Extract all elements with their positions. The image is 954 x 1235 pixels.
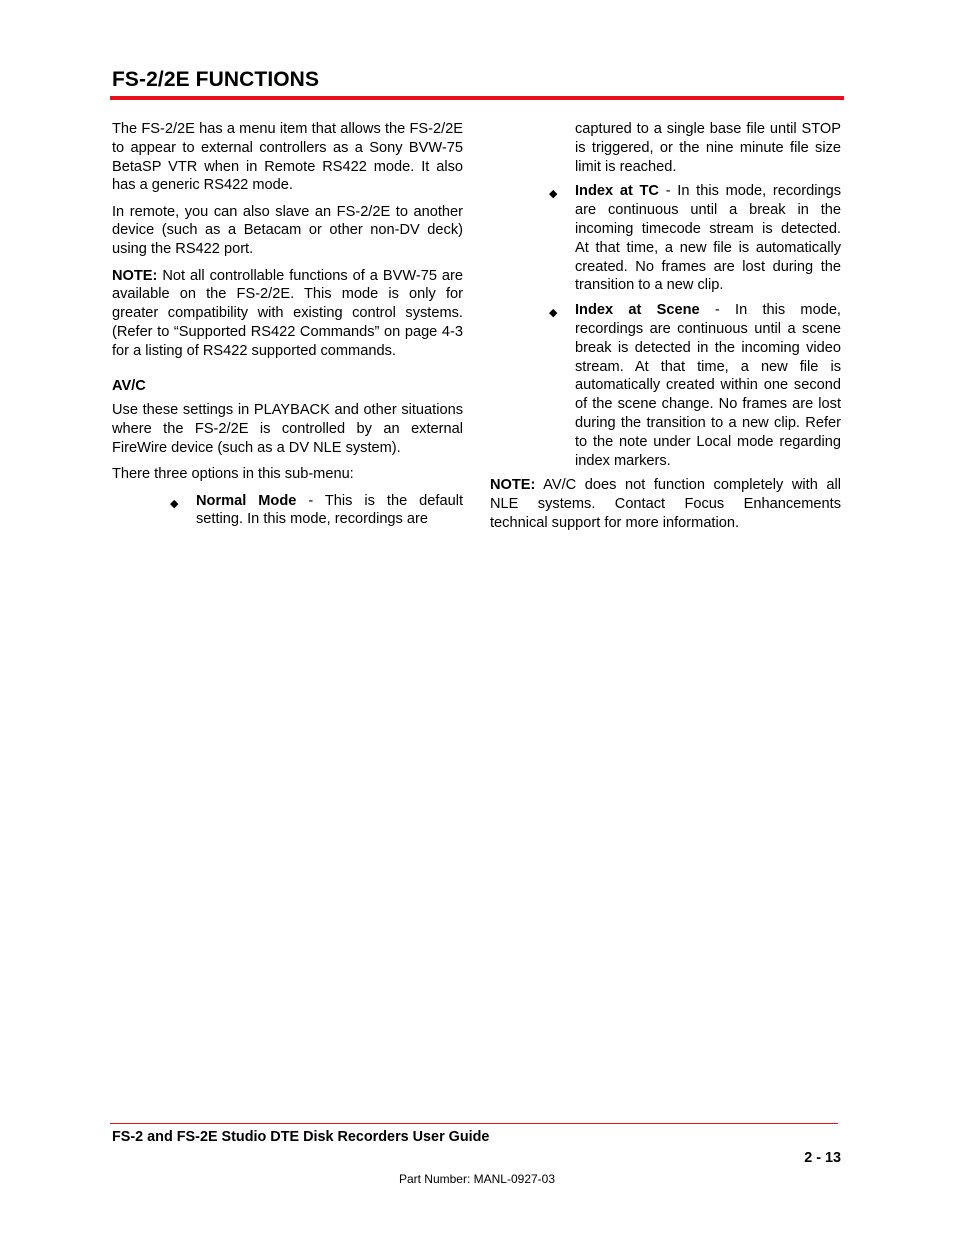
note-text: Not all controllable functions of a BVW-75 are available on the FS-2/2E. This mode is only for greater compatibility with existing control systems. (Refer to “Supported RS422 Commands” on page 4-3 for a listing of RS422 supported commands. <box>112 267 463 359</box>
bullet-term: Index at TC <box>575 183 659 200</box>
diamond-bullet-icon: ◆ <box>549 307 558 320</box>
footer-divider <box>110 1123 838 1124</box>
bullet-index-at-scene <box>549 301 841 470</box>
bullet-text: - In this mode, recordings are continuous until a break in the incoming timecode stream is detected. At that time, a new file is automatically created. No frames are lost during the transition to a new clip. <box>575 183 841 294</box>
bullet-term: Normal Mode <box>196 492 297 509</box>
bullet-normal-mode <box>170 492 463 530</box>
note-label: NOTE: <box>490 477 536 494</box>
bullet-index-at-tc <box>549 182 841 295</box>
remote-paragraph: In remote, you can also slave an FS-2/2E to another device (such as a Betacam or other non-DV deck) using the RS422 port. <box>112 203 463 258</box>
avc-paragraph: Use these settings in PLAYBACK and other situations where the FS-2/2E is controlled by an external FireWire device (such as a DV NLE system). <box>112 402 463 456</box>
intro-paragraph: The FS-2/2E has a menu item that allows the FS-2/2E to appear to external controllers as a Sony BVW-75 BetaSP VTR when in Remote RS422 mode. It also has a generic RS422 mode. <box>112 121 463 194</box>
note-paragraph <box>112 267 463 361</box>
page-title: FS-2/2E FUNCTIONS <box>112 68 320 91</box>
note-label: NOTE: <box>112 267 158 284</box>
section-heading-avc: AV/C <box>112 377 146 394</box>
part-number: Part Number: MANL-0927-03 <box>398 1172 556 1186</box>
diamond-bullet-icon: ◆ <box>170 497 179 510</box>
title-divider <box>110 96 844 100</box>
diamond-bullet-icon: ◆ <box>549 188 558 201</box>
footer-title: FS-2 and FS-2E Studio DTE Disk Recorders User Guide <box>112 1129 490 1145</box>
left-column <box>112 120 463 535</box>
bullet-normal-mode-continuation: captured to a single base file until STOP is triggered, or the nine minute file size limit is reached. <box>575 121 841 175</box>
note-text: AV/C does not function completely with all NLE systems. Contact Focus Enhancements technical support for more information. <box>490 477 841 531</box>
page-number: 2 - 13 <box>804 1150 841 1166</box>
bullet-term: Index at Scene <box>575 302 700 319</box>
options-paragraph: There three options in this sub-menu: <box>112 466 354 483</box>
avc-note-paragraph <box>490 476 841 532</box>
right-column <box>490 120 841 540</box>
bullet-text: - This is the default setting. In this mode, recordings are <box>196 492 463 528</box>
bullet-text: - In this mode, recordings are continuous until a scene break is detected in the incoming video stream. At that time, a new file is automatically created within one second of the scene change. No frames are lost during the transition to a new clip. Refer to the note under Local mode regarding index markers. <box>575 302 841 469</box>
